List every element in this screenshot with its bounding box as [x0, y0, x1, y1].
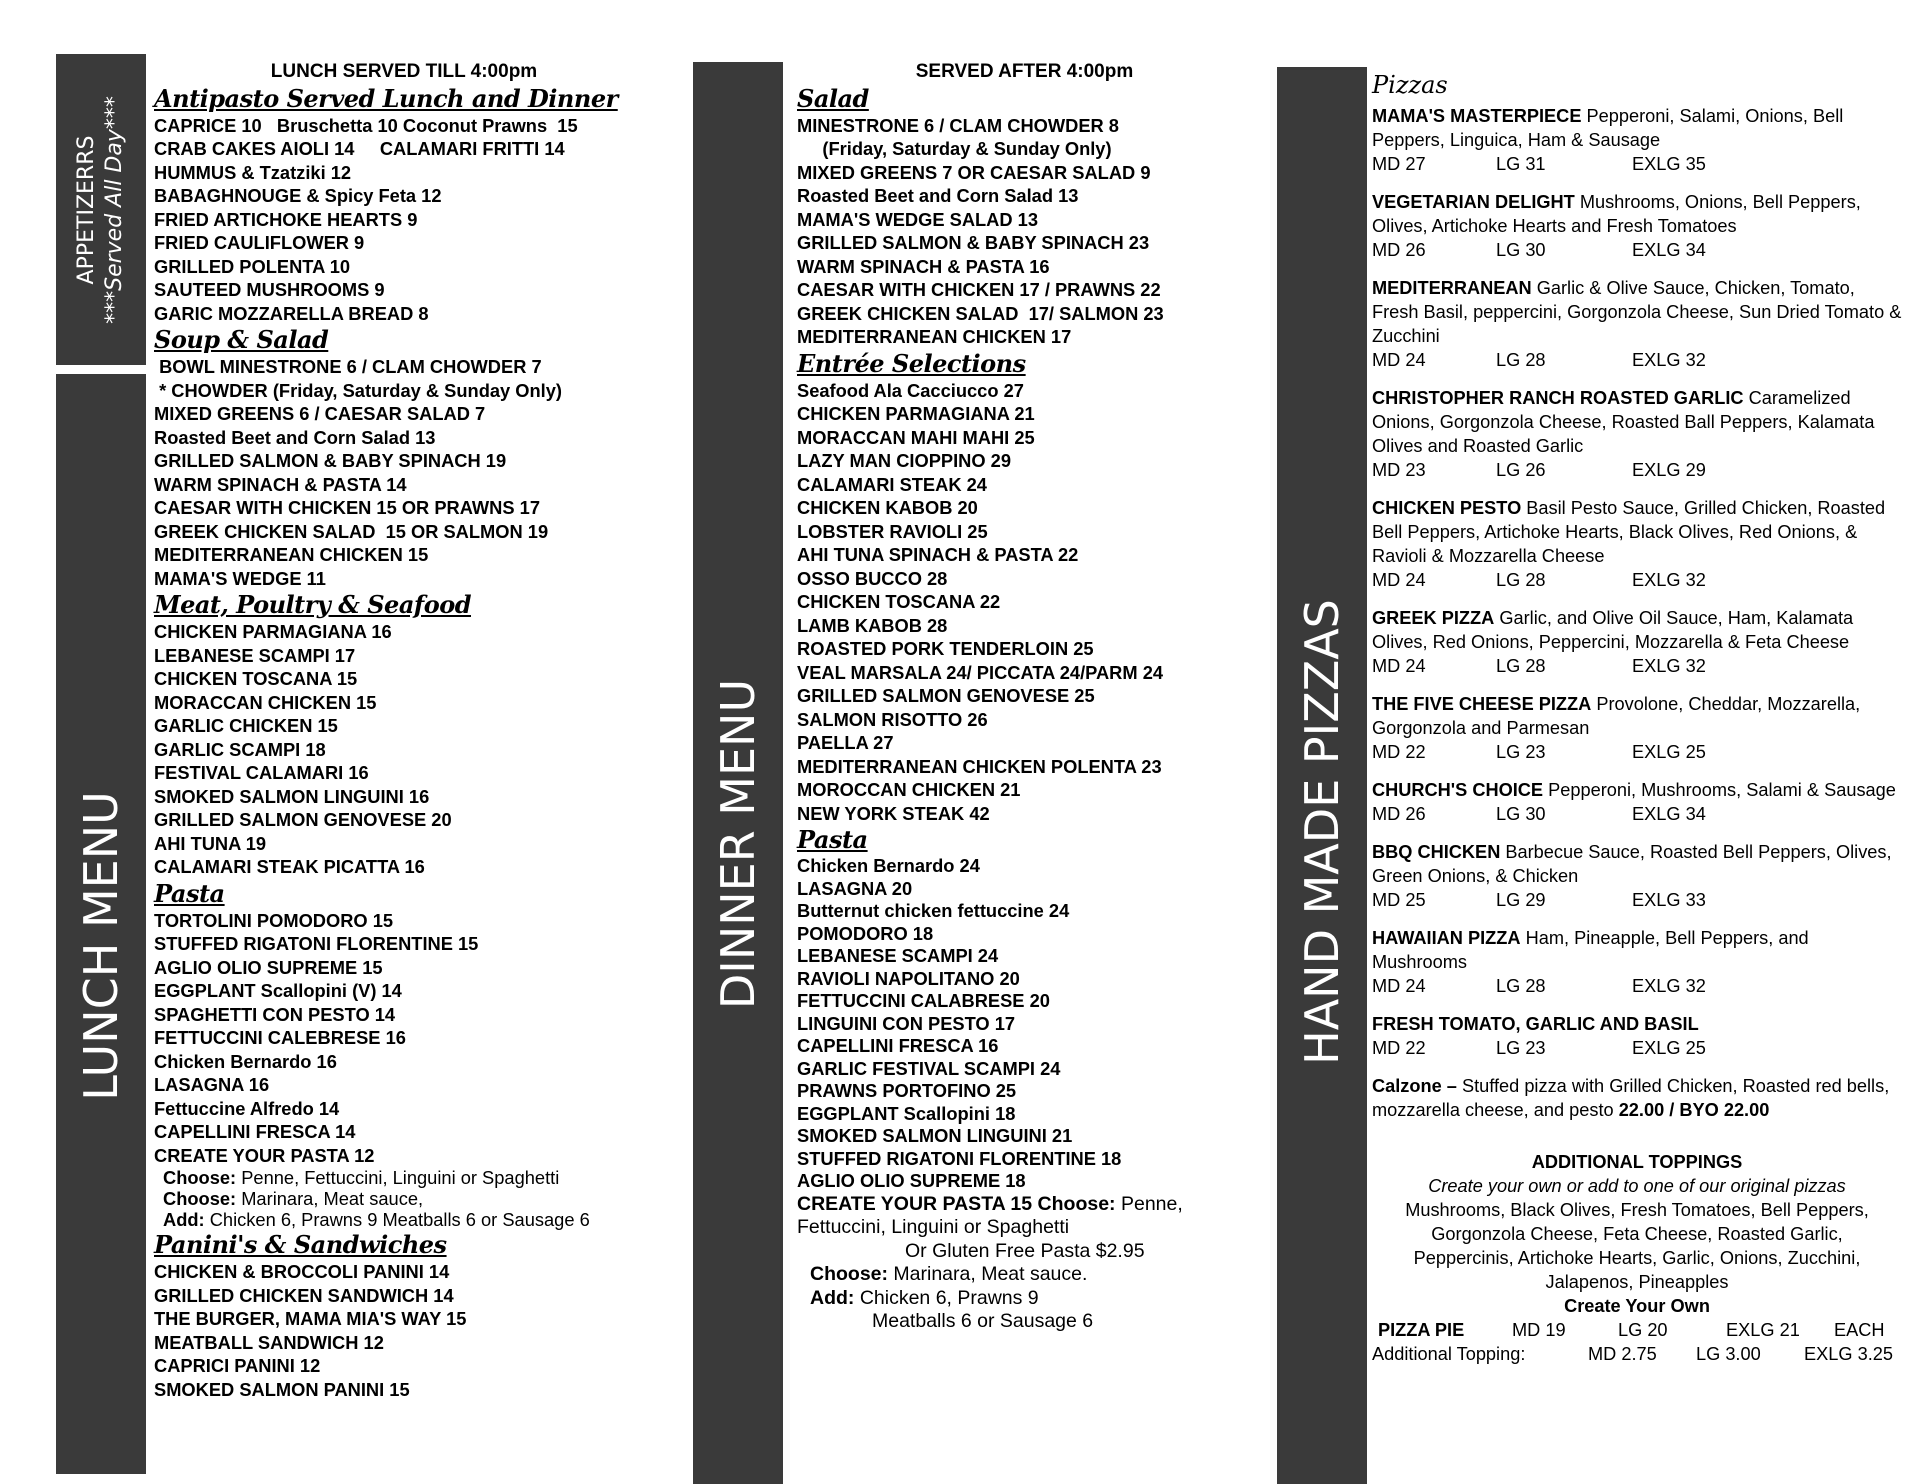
antipasto-list	[154, 114, 674, 326]
lunch-header: LUNCH SERVED TILL 4:00pm	[270, 61, 538, 82]
menu-item: CREATE YOUR PASTA 12	[154, 1144, 375, 1166]
size-lg: LG 28	[1496, 976, 1546, 996]
menu-item: MOROCCAN CHICKEN 21	[797, 779, 1021, 800]
menu-item: MEATBALL SANDWICH 12	[154, 1331, 384, 1353]
menu-item: CRAB CAKES AIOLI 14 CALAMARI FRITTI 14	[154, 138, 565, 159]
size-lg: LG 28	[1496, 656, 1546, 676]
dinner-column	[797, 60, 1267, 1334]
pizza-sizes	[1372, 238, 1902, 262]
pizza-desc-line	[1372, 606, 1902, 654]
antipasto-title: Antipasto Served Lunch and Dinner	[154, 83, 618, 113]
calzone	[1372, 1074, 1902, 1122]
pizza-desc-line	[1372, 190, 1902, 238]
size-md: MD 26	[1372, 804, 1426, 824]
menu-item: WARM SPINACH & PASTA 14	[154, 473, 407, 495]
appetizers-band	[56, 54, 146, 365]
menu-item: * CHOWDER (Friday, Saturday & Sunday Only)	[154, 379, 562, 401]
size-md: MD 24	[1372, 976, 1426, 996]
size-lg: LG 23	[1496, 1038, 1546, 1058]
lunch-add	[154, 1209, 674, 1230]
dinner-band-title: DINNER MENU	[711, 678, 765, 1010]
menu-item: CAPRICI PANINI 12	[154, 1355, 321, 1376]
menu-item: POMODORO 18	[797, 922, 934, 944]
pizza-sizes	[1372, 888, 1902, 912]
pizza-entry	[1372, 1012, 1902, 1060]
pizza-name: HAWAIIAN PIZZA	[1372, 928, 1521, 948]
dinner-pasta-title: Pasta	[797, 825, 868, 854]
menu-item: BOWL MINESTRONE 6 / CLAM CHOWDER 7	[154, 356, 542, 377]
menu-item: MEDITERRANEAN CHICKEN 17	[797, 326, 1072, 347]
choose-text: Marinara, Meat sauce,	[236, 1188, 424, 1209]
menu-item: SMOKED SALMON PANINI 15	[154, 1378, 410, 1400]
pizza-entry	[1372, 778, 1902, 826]
pizza-desc-line	[1372, 496, 1902, 568]
dinner-salad-list	[797, 114, 1267, 349]
pizza-entry	[1372, 190, 1902, 262]
size-lg: LG 28	[1496, 570, 1546, 590]
menu-item: GARLIC FESTIVAL SCAMPI 24	[797, 1057, 1061, 1079]
lunch-choose-1	[154, 1167, 674, 1188]
menu-item: AGLIO OLIO SUPREME 18	[797, 1170, 1026, 1191]
add-label: Add:	[810, 1286, 855, 1309]
pizza-entry	[1372, 692, 1902, 764]
dinner-band	[693, 62, 783, 1484]
size-lg: LG 26	[1496, 460, 1546, 480]
size-md: MD 26	[1372, 240, 1426, 260]
add-lg: LG 3.00	[1696, 1344, 1761, 1364]
menu-item: CHICKEN TOSCANA 22	[797, 591, 1001, 612]
menu-item: MIXED GREENS 6 / CAESAR SALAD 7	[154, 403, 486, 424]
menu-item: GRILLED POLENTA 10	[154, 255, 351, 277]
pizza-sizes	[1372, 568, 1902, 592]
pizza-name: BBQ CHICKEN	[1372, 842, 1501, 862]
pie-md: MD 19	[1512, 1320, 1566, 1340]
pizza-name: CHRISTOPHER RANCH ROASTED GARLIC	[1372, 388, 1744, 408]
dinner-choose	[797, 1263, 1267, 1287]
create-pasta-line-2: Fettuccini, Linguini or Spaghetti	[797, 1216, 1070, 1238]
size-lg: LG 30	[1496, 804, 1546, 824]
add-text: Chicken 6, Prawns 9 Meatballs 6 or Sausage 6	[204, 1209, 590, 1230]
size-lg: LG 30	[1496, 240, 1546, 260]
menu-item: MORACCAN CHICKEN 15	[154, 691, 377, 713]
lunch-band-title: LUNCH MENU	[74, 791, 128, 1101]
pizza-entry	[1372, 606, 1902, 678]
menu-item: LEBANESE SCAMPI 24	[797, 945, 999, 966]
menu-item: NEW YORK STEAK 42	[797, 802, 990, 824]
size-exlg: EXLG 25	[1632, 1038, 1706, 1058]
pizza-desc-line	[1372, 778, 1902, 802]
pizzas-title: Pizzas	[1372, 71, 1448, 99]
pizza-name: FRESH TOMATO, GARLIC AND BASIL	[1372, 1014, 1699, 1034]
menu-item: GARIC MOZZARELLA BREAD 8	[154, 302, 429, 324]
lunch-pasta-title: Pasta	[154, 878, 225, 908]
menu-item: HUMMUS & Tzatziki 12	[154, 161, 352, 183]
meat-list	[154, 620, 674, 879]
pizzas-band-title: HAND MADE PIZZAS	[1295, 599, 1349, 1066]
menu-item: OSSO BUCCO 28	[797, 567, 948, 589]
create-pasta-line	[797, 1193, 1267, 1217]
menu-item: FRIED CAULIFLOWER 9	[154, 232, 365, 253]
menu-item: CHICKEN PARMAGIANA 21	[797, 403, 1035, 424]
pizza-sizes	[1372, 802, 1902, 826]
size-exlg: EXLG 34	[1632, 804, 1706, 824]
pizza-sizes	[1372, 458, 1902, 482]
pizza-desc: Caramelized Onions, Gorgonzola Cheese, Roasted Ball Peppers, Kalamata Olives and Roasted Garlic	[1372, 388, 1875, 456]
size-md: MD 22	[1372, 1038, 1426, 1058]
menu-item: CHICKEN PARMAGIANA 16	[154, 621, 392, 642]
menu-item: Roasted Beet and Corn Salad 13	[797, 185, 1079, 206]
menu-item: GREEK CHICKEN SALAD 17/ SALMON 23	[797, 302, 1164, 324]
menu-item: STUFFED RIGATONI FLORENTINE 15	[154, 933, 479, 954]
add-exlg: EXLG 3.25	[1804, 1344, 1893, 1364]
pie-each: EACH	[1834, 1320, 1885, 1340]
dinner-header: SERVED AFTER 4:00pm	[915, 61, 1134, 82]
size-md: MD 24	[1372, 350, 1426, 370]
create-your-own: Create Your Own	[1564, 1296, 1710, 1316]
pizza-sizes	[1372, 974, 1902, 998]
menu-item: EGGPLANT Scallopini 18	[797, 1102, 1016, 1124]
menu-item: CAPELLINI FRESCA 16	[797, 1035, 999, 1056]
menu-item: CAESAR WITH CHICKEN 17 / PRAWNS 22	[797, 279, 1161, 300]
pizza-desc-line	[1372, 692, 1902, 740]
menu-item: VEAL MARSALA 24/ PICCATA 24/PARM 24	[797, 661, 1164, 683]
pizza-entry	[1372, 104, 1902, 176]
appetizers-title: APPETIZERRS	[74, 135, 99, 284]
menu-item: CHICKEN KABOB 20	[797, 497, 978, 518]
menu-item: THE BURGER, MAMA MIA'S WAY 15	[154, 1308, 467, 1329]
menu-item: GARLIC SCAMPI 18	[154, 738, 326, 760]
menu-item: MAMA'S WEDGE 11	[154, 567, 326, 589]
add-topping-label: Additional Topping:	[1372, 1344, 1526, 1364]
size-exlg: EXLG 32	[1632, 570, 1706, 590]
size-md: MD 25	[1372, 890, 1426, 910]
lunch-choose-2	[154, 1188, 674, 1209]
menu-item: Chicken Bernardo 16	[154, 1050, 337, 1072]
menu-item: SAUTEED MUSHROOMS 9	[154, 279, 385, 300]
meat-title: Meat, Poultry & Seafood	[154, 590, 471, 619]
create-text: Penne,	[1115, 1192, 1183, 1215]
lunch-pasta-list	[154, 909, 674, 1168]
menu-item: GRILLED SALMON GENOVESE 20	[154, 809, 452, 830]
menu-item: MINESTRONE 6 / CLAM CHOWDER 8	[797, 114, 1119, 136]
pizza-sizes	[1372, 152, 1902, 176]
menu-item: LASAGNA 16	[154, 1074, 270, 1095]
menu-item: CAPRICE 10 Bruschetta 10 Coconut Prawns 15	[154, 114, 578, 136]
menu-item: MORACCAN MAHI MAHI 25	[797, 426, 1035, 448]
pizza-entry	[1372, 386, 1902, 482]
panini-list	[154, 1260, 674, 1401]
size-exlg: EXLG 33	[1632, 890, 1706, 910]
pizza-desc-line	[1372, 1012, 1902, 1036]
lunch-band	[56, 374, 146, 1474]
choose-label: Choose:	[163, 1188, 237, 1209]
menu-item: MEDITERRANEAN CHICKEN POLENTA 23	[797, 755, 1162, 777]
pizza-desc: Barbecue Sauce, Roasted Bell Peppers, Olives, Green Onions, & Chicken	[1372, 842, 1892, 886]
choose-text: Penne, Fettuccini, Linguini or Spaghetti	[236, 1167, 560, 1188]
pizzas-band	[1277, 67, 1367, 1484]
size-exlg: EXLG 25	[1632, 742, 1706, 762]
calzone-price: 22.00 / BYO 22.00	[1618, 1100, 1770, 1120]
pizza-desc-line	[1372, 386, 1902, 458]
menu-item: WARM SPINACH & PASTA 16	[797, 255, 1050, 277]
choose-label: Choose:	[163, 1167, 237, 1188]
appetizers-subtitle: ***Served All Day***	[102, 95, 127, 324]
calzone-name: Calzone –	[1372, 1076, 1457, 1096]
menu-item: AGLIO OLIO SUPREME 15	[154, 956, 383, 978]
menu-item: SMOKED SALMON LINGUINI 21	[797, 1125, 1073, 1146]
menu-item: CHICKEN TOSCANA 15	[154, 668, 358, 689]
entree-title: Entrée Selections	[797, 348, 1026, 378]
toppings-title: ADDITIONAL TOPPINGS	[1531, 1152, 1743, 1172]
toppings-subtitle: Create your own or add to one of our original pizzas	[1428, 1176, 1846, 1196]
pizza-name: THE FIVE CHEESE PIZZA	[1372, 694, 1592, 714]
pizza-desc: Garlic, and Olive Oil Sauce, Ham, Kalamata Olives, Red Onions, Peppercini, Mozzarella & Feta Cheese	[1372, 608, 1854, 652]
pizza-desc-line	[1372, 840, 1902, 888]
size-exlg: EXLG 35	[1632, 154, 1706, 174]
pizza-desc: Pepperoni, Mushrooms, Salami & Sausage	[1543, 780, 1896, 800]
additional-toppings	[1372, 1150, 1902, 1318]
menu-item: FRIED ARTICHOKE HEARTS 9	[154, 208, 418, 230]
menu-item: AHI TUNA 19	[154, 832, 267, 854]
size-md: MD 24	[1372, 656, 1426, 676]
lunch-column	[154, 60, 674, 1401]
pizza-name: CHURCH'S CHOICE	[1372, 780, 1544, 800]
menu-item: FESTIVAL CALAMARI 16	[154, 762, 369, 783]
pizza-desc: Provolone, Cheddar, Mozzarella, Gorgonzola and Parmesan	[1372, 694, 1861, 738]
size-exlg: EXLG 32	[1632, 350, 1706, 370]
pizza-name: VEGETARIAN DELIGHT	[1372, 192, 1575, 212]
pizza-name: MEDITERRANEAN	[1372, 278, 1532, 298]
add-md: MD 2.75	[1588, 1344, 1657, 1364]
size-md: MD 27	[1372, 154, 1426, 174]
pizza-name: MAMA'S MASTERPIECE	[1372, 106, 1582, 126]
add-label: Add:	[163, 1209, 205, 1230]
menu-item: EGGPLANT Scallopini (V) 14	[154, 980, 402, 1001]
menu-item: CALAMARI STEAK 24	[797, 473, 987, 495]
calzone-desc: Stuffed pizza with Grilled Chicken, Roasted red bells, mozzarella cheese, and pesto	[1372, 1076, 1890, 1120]
appetizers-band-text	[73, 96, 129, 324]
pizzas-column	[1372, 68, 1902, 1366]
pizza-desc-line	[1372, 276, 1902, 348]
pizza-pie-label: PIZZA PIE	[1378, 1320, 1465, 1340]
pizza-desc: Basil Pesto Sauce, Grilled Chicken, Roasted Bell Peppers, Artichoke Hearts, Black Olives, Red Onions, & Ravioli & Mozzarella Cheese	[1372, 498, 1886, 566]
choose-text: Marinara, Meat sauce.	[888, 1263, 1088, 1285]
pizza-entry	[1372, 840, 1902, 912]
menu-item: LOBSTER RAVIOLI 25	[797, 520, 988, 542]
pizza-sizes	[1372, 348, 1902, 372]
menu-item: CAPELLINI FRESCA 14	[154, 1121, 356, 1142]
menu-item: CAESAR WITH CHICKEN 15 OR PRAWNS 17	[154, 497, 540, 518]
pizza-name: CHICKEN PESTO	[1372, 498, 1522, 518]
choose-label: Choose:	[810, 1263, 888, 1285]
dinner-salad-title: Salad	[797, 83, 869, 113]
menu-item: FETTUCCINI CALABRESE 20	[797, 990, 1050, 1011]
pizza-desc: Garlic & Olive Sauce, Chicken, Tomato, Fresh Basil, peppercini, Gorgonzola Cheese, Sun Dried Tomato & Zucchini	[1372, 278, 1902, 346]
pizza-sizes	[1372, 740, 1902, 764]
menu-item: Chicken Bernardo 24	[797, 855, 980, 876]
menu-item: FETTUCCINI CALEBRESE 16	[154, 1027, 406, 1048]
gluten-free: Or Gluten Free Pasta $2.95	[905, 1239, 1145, 1262]
menu-item: RAVIOLI NAPOLITANO 20	[797, 967, 1020, 989]
menu-item: SPAGHETTI CON PESTO 14	[154, 1003, 396, 1025]
menu-item: LINGUINI CON PESTO 17	[797, 1012, 1016, 1034]
pizza-list	[1372, 104, 1902, 1060]
menu-item: BABAGHNOUGE & Spicy Feta 12	[154, 185, 442, 206]
size-lg: LG 28	[1496, 350, 1546, 370]
pizza-pie-row	[1372, 1318, 1902, 1342]
pizza-entry	[1372, 496, 1902, 592]
entree-list	[797, 379, 1267, 826]
menu-item: Seafood Ala Cacciucco 27	[797, 379, 1024, 401]
menu-item: ROASTED PORK TENDERLOIN 25	[797, 638, 1094, 659]
size-md: MD 23	[1372, 460, 1426, 480]
menu-item: STUFFED RIGATONI FLORENTINE 18	[797, 1147, 1122, 1169]
menu-item: PAELLA 27	[797, 732, 894, 753]
menu-item: GARLIC CHICKEN 15	[154, 715, 338, 736]
pizza-desc-line	[1372, 104, 1902, 152]
pie-lg: LG 20	[1618, 1320, 1668, 1340]
soup-salad-list	[154, 355, 674, 590]
pizza-desc-line	[1372, 926, 1902, 974]
size-exlg: EXLG 29	[1632, 460, 1706, 480]
menu-item: LASAGNA 20	[797, 877, 913, 899]
create-label: CREATE YOUR PASTA 15 Choose:	[797, 1192, 1116, 1215]
menu-item: GRILLED SALMON & BABY SPINACH 23	[797, 232, 1150, 253]
size-md: MD 24	[1372, 570, 1426, 590]
soup-salad-title: Soup & Salad	[154, 325, 329, 354]
pie-exlg: EXLG 21	[1726, 1320, 1800, 1340]
pizza-desc: Mushrooms, Onions, Bell Peppers, Olives, Artichoke Hearts and Fresh Tomatoes	[1372, 192, 1861, 236]
menu-item: TORTOLINI POMODORO 15	[154, 909, 394, 931]
size-exlg: EXLG 32	[1632, 976, 1706, 996]
menu-item: Butternut chicken fettuccine 24	[797, 900, 1070, 921]
menu-item: MAMA'S WEDGE SALAD 13	[797, 208, 1039, 230]
menu-item: MIXED GREENS 7 OR CAESAR SALAD 9	[797, 161, 1151, 183]
pizza-sizes	[1372, 1036, 1902, 1060]
dinner-pasta-list	[797, 855, 1267, 1193]
menu-item: (Friday, Saturday & Sunday Only)	[797, 138, 1112, 159]
pizza-name: GREEK PIZZA	[1372, 608, 1495, 628]
dinner-add-line-2: Meatballs 6 or Sausage 6	[872, 1310, 1094, 1332]
pizza-entry	[1372, 276, 1902, 372]
menu-item: GRILLED CHICKEN SANDWICH 14	[154, 1284, 454, 1306]
menu-item: GRILLED SALMON & BABY SPINACH 19	[154, 450, 507, 471]
size-md: MD 22	[1372, 742, 1426, 762]
size-exlg: EXLG 34	[1632, 240, 1706, 260]
menu-item: MEDITERRANEAN CHICKEN 15	[154, 544, 429, 565]
menu-item: CHICKEN & BROCCOLI PANINI 14	[154, 1261, 450, 1282]
pizza-desc: Ham, Pineapple, Bell Peppers, and Mushrooms	[1372, 928, 1809, 972]
pizza-desc: Pepperoni, Salami, Onions, Bell Peppers, Linguica, Ham & Sausage	[1372, 106, 1844, 150]
menu-item: CALAMARI STEAK PICATTA 16	[154, 856, 425, 877]
menu-item: GREEK CHICKEN SALAD 15 OR SALMON 19	[154, 520, 549, 542]
menu-item: SMOKED SALMON LINGUINI 16	[154, 785, 430, 807]
menu-item: LAZY MAN CIOPPINO 29	[797, 450, 1011, 471]
add-text: Chicken 6, Prawns 9	[854, 1286, 1039, 1309]
size-lg: LG 23	[1496, 742, 1546, 762]
toppings-list: Mushrooms, Black Olives, Fresh Tomatoes, Bell Peppers, Gorgonzola Cheese, Feta Cheese, Roasted Garlic, Peppercinis, Artichoke Hearts, Garlic, Onions, Zucchini, Jalapenos, Pineapples	[1405, 1200, 1869, 1292]
pizza-entry	[1372, 926, 1902, 998]
menu-item: Fettuccine Alfredo 14	[154, 1097, 340, 1119]
additional-topping-row	[1372, 1342, 1902, 1366]
menu-item: SALMON RISOTTO 26	[797, 708, 988, 730]
size-exlg: EXLG 32	[1632, 656, 1706, 676]
pizza-sizes	[1372, 654, 1902, 678]
panini-title: Panini's & Sandwiches	[154, 1230, 447, 1259]
menu-item: AHI TUNA SPINACH & PASTA 22	[797, 544, 1079, 565]
size-lg: LG 29	[1496, 890, 1546, 910]
size-lg: LG 31	[1496, 154, 1546, 174]
menu-item: GRILLED SALMON GENOVESE 25	[797, 685, 1095, 706]
dinner-add	[797, 1287, 1267, 1311]
menu-item: PRAWNS PORTOFINO 25	[797, 1080, 1017, 1101]
menu-item: LEBANESE SCAMPI 17	[154, 644, 356, 666]
menu-item: Roasted Beet and Corn Salad 13	[154, 426, 436, 448]
menu-item: LAMB KABOB 28	[797, 614, 948, 636]
